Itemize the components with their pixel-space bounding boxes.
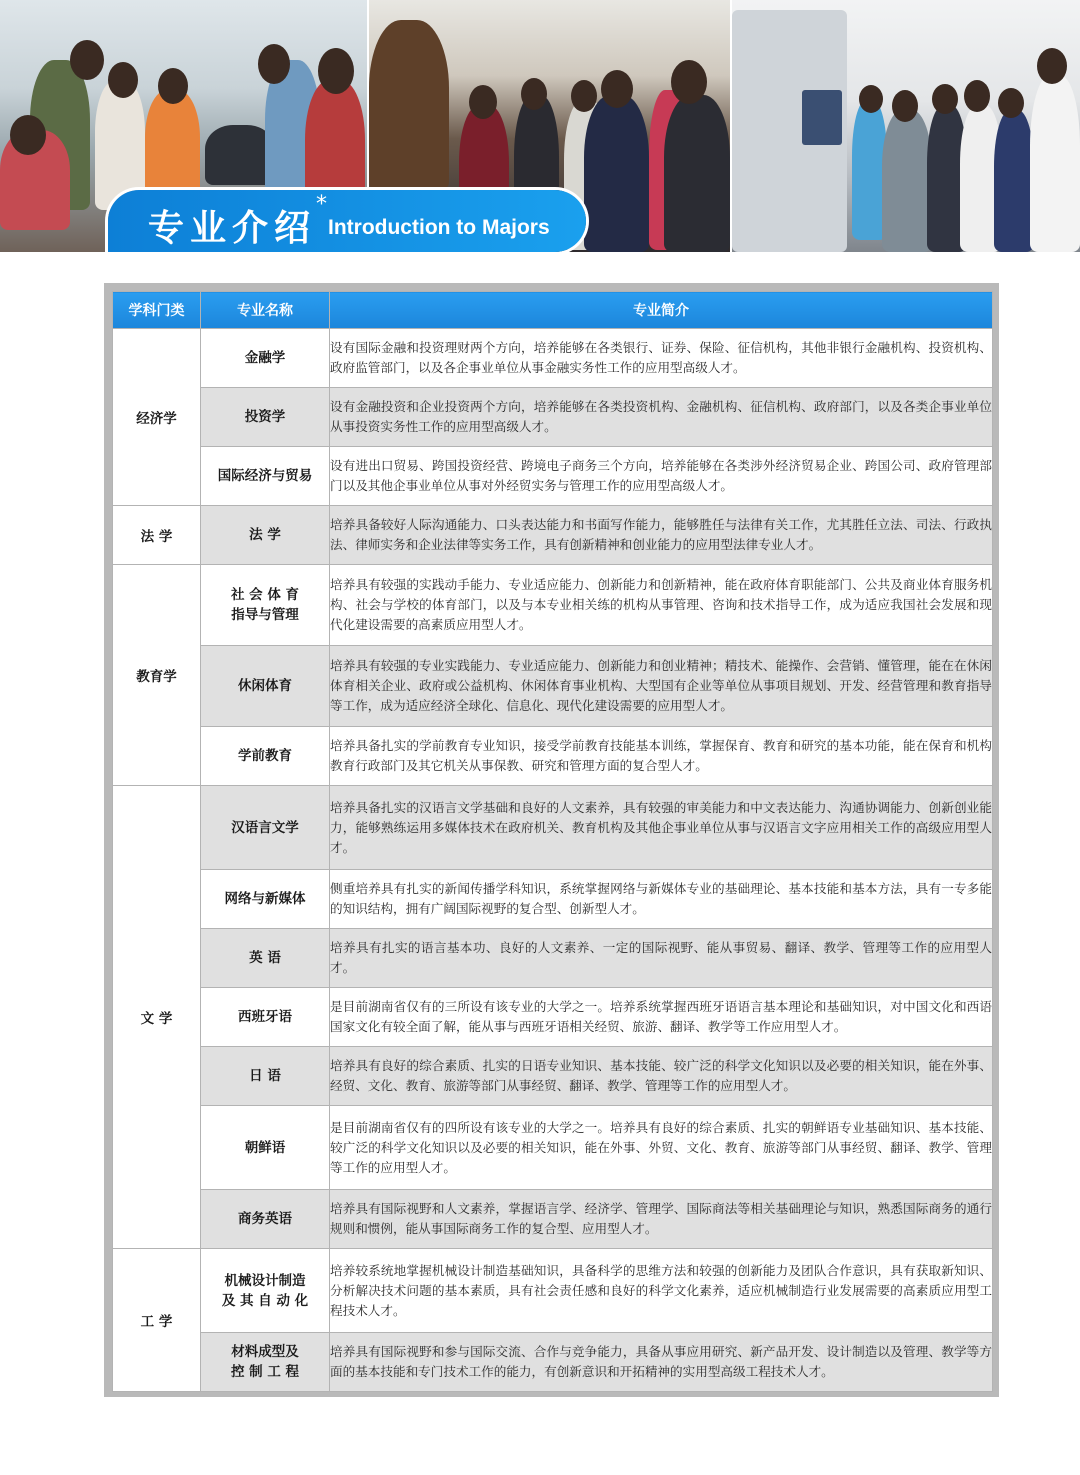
- major-description-cell: 是目前湖南省仅有的四所设有该专业的大学之一。培养具有良好的综合素质、扎实的朝鲜语专业基础知识、基本技能、较广泛的科学文化知识以及必要的相关知识，能在外事、外贸、文化、教育、旅游等部门从事经贸、翻译、教学、管理等工作的应用型人才。: [330, 1106, 993, 1190]
- table-row: [113, 388, 993, 447]
- table-row: [113, 506, 993, 565]
- section-title-cn: 专业介绍: [148, 208, 317, 249]
- major-name-cell: 材料成型及 控 制 工 程: [201, 1333, 330, 1392]
- table-row: [113, 1106, 993, 1190]
- major-description-cell: 培养较系统地掌握机械设计制造基础知识，具备科学的思维方法和较强的创新能力及团队合作意识，具有获取新知识、分析解决技术问题的基本素质，具有社会责任感和良好的科学文化素养，适应机械制造行业发展需要的高素质应用型工程技术人才。: [330, 1249, 993, 1333]
- major-name-cell: 学前教育: [201, 727, 330, 786]
- major-name-cell: 汉语言文学: [201, 786, 330, 870]
- major-description-cell: 设有国际金融和投资理财两个方向，培养能够在各类银行、证券、保险、征信机构，其他非银行金融机构、投资机构、政府监管部门，以及各企事业单位从事金融实务性工作的应用型高级人才。: [330, 329, 993, 388]
- major-description-cell: 培养具备扎实的学前教育专业知识，接受学前教育技能基本训练，掌握保育、教育和研究的基本功能，能在保育和机构教育行政部门及其它机关从事保教、研究和管理方面的复合型人才。: [330, 727, 993, 786]
- major-description-cell: 培养具有扎实的语言基本功、良好的人文素养、一定的国际视野、能从事贸易、翻译、教学、管理等工作的应用型人才。: [330, 929, 993, 988]
- major-name-cell: 投资学: [201, 388, 330, 447]
- category-cell: 工 学: [113, 1249, 201, 1392]
- header-major-name: 专业名称: [201, 292, 330, 329]
- major-name-cell: 社 会 体 育 指导与管理: [201, 565, 330, 646]
- major-name-cell: 日 语: [201, 1047, 330, 1106]
- table-row: [113, 929, 993, 988]
- photo-cnc-machine-lab: [732, 0, 1080, 252]
- category-cell: 教育学: [113, 565, 201, 786]
- majors-table-frame: [104, 283, 999, 1397]
- major-name-cell: 商务英语: [201, 1190, 330, 1249]
- table-row: [113, 1190, 993, 1249]
- header-major-intro: 专业简介: [330, 292, 993, 329]
- table-row: [113, 1047, 993, 1106]
- major-description-cell: 培养具备扎实的汉语言文学基础和良好的人文素养，具有较强的审美能力和中文表达能力、沟通协调能力、创新创业能力，能够熟练运用多媒体技术在政府机关、教育机构及其他企事业单位从事与汉语言文字应用相关工作的高级应用型人才。: [330, 786, 993, 870]
- major-description-cell: 培养具有较强的专业实践能力、专业适应能力、创新能力和创业精神；精技术、能操作、会营销、懂管理，能在在休闲体育相关企业、政府或公益机构、休闲体育事业机构、大型国有企业等单位从事项目规划、开发、经营管理和教育指导等工作，成为适应经济全球化、信息化、现代化建设需要的应用型人才。: [330, 646, 993, 727]
- major-description-cell: 培养具有国际视野和人文素养，掌握语言学、经济学、管理学、国际商法等相关基础理论与知识，熟悉国际商务的通行规则和惯例，能从事国际商务工作的复合型、应用型人才。: [330, 1190, 993, 1249]
- major-description-cell: 设有金融投资和企业投资两个方向，培养能够在各类投资机构、金融机构、征信机构、政府部门，以及各类企事业单位从事投资实务性工作的应用型高级人才。: [330, 388, 993, 447]
- major-description-cell: 培养具有国际视野和参与国际交流、合作与竞争能力，具备从事应用研究、新产品开发、设计制造以及管理、教学等方面的基本技能和专门技术工作的能力，有创新意识和开拓精神的实用型高级工程技术人才。: [330, 1333, 993, 1392]
- table-row: [113, 988, 993, 1047]
- table-row: [113, 447, 993, 506]
- header-category: 学科门类: [113, 292, 201, 329]
- major-description-cell: 培养具备较好人际沟通能力、口头表达能力和书面写作能力，能够胜任与法律有关工作，尤其胜任立法、司法、行政执法、律师实务和企业法律等实务工作，具有创新精神和创业能力的应用型法律专业人才。: [330, 506, 993, 565]
- major-name-cell: 国际经济与贸易: [201, 447, 330, 506]
- major-name-cell: 休闲体育: [201, 646, 330, 727]
- major-description-cell: 培养具有较强的实践动手能力、专业适应能力、创新能力和创新精神，能在政府体育职能部门、公共及商业体育服务机构、社会与学校的体育部门，以及与本专业相关练的机构从事管理、咨询和技术指导工作，成为适应我国社会发展和现代化建设需要的高素质应用型人才。: [330, 565, 993, 646]
- table-row: [113, 646, 993, 727]
- major-name-cell: 西班牙语: [201, 988, 330, 1047]
- category-cell: 文 学: [113, 786, 201, 1249]
- major-name-cell: 法 学: [201, 506, 330, 565]
- category-cell: 法 学: [113, 506, 201, 565]
- major-description-cell: 设有进出口贸易、跨国投资经营、跨境电子商务三个方向，培养能够在各类涉外经济贸易企业、跨国公司、政府管理部门以及其他企事业单位从事对外经贸实务与管理工作的应用型高级人才。: [330, 447, 993, 506]
- table-row: [113, 565, 993, 646]
- category-cell: 经济学: [113, 329, 201, 506]
- major-description-cell: 是目前湖南省仅有的三所设有该专业的大学之一。培养系统掌握西班牙语语言基本理论和基础知识，对中国文化和西语国家文化有较全面了解，能从事与西班牙语相关经贸、旅游、翻译、教学等工作应用型人才。: [330, 988, 993, 1047]
- table-row: [113, 1333, 993, 1392]
- section-title-en: Introduction to Majors: [328, 216, 550, 239]
- table-row: [113, 870, 993, 929]
- major-description-cell: 侧重培养具有扎实的新闻传播学科知识，系统掌握网络与新媒体专业的基础理论、基本技能和基本方法，具有一专多能的知识结构，拥有广阔国际视野的复合型、创新型人才。: [330, 870, 993, 929]
- section-title-banner: [108, 190, 586, 252]
- major-name-cell: 朝鲜语: [201, 1106, 330, 1190]
- star-icon: *: [316, 192, 327, 217]
- table-row: [113, 1249, 993, 1333]
- major-name-cell: 机械设计制造 及 其 自 动 化: [201, 1249, 330, 1333]
- table-body: [113, 329, 993, 1392]
- header-banner: [0, 0, 1080, 252]
- table-row: [113, 786, 993, 870]
- majors-table: [112, 291, 993, 1392]
- major-description-cell: 培养具有良好的综合素质、扎实的日语专业知识、基本技能、较广泛的科学文化知识以及必要的相关知识，能在外事、经贸、文化、教育、旅游等部门从事经贸、翻译、教学、管理等工作的应用型人才。: [330, 1047, 993, 1106]
- major-name-cell: 英 语: [201, 929, 330, 988]
- table-row: [113, 329, 993, 388]
- major-name-cell: 网络与新媒体: [201, 870, 330, 929]
- major-name-cell: 金融学: [201, 329, 330, 388]
- table-header-row: [113, 292, 993, 329]
- table-row: [113, 727, 993, 786]
